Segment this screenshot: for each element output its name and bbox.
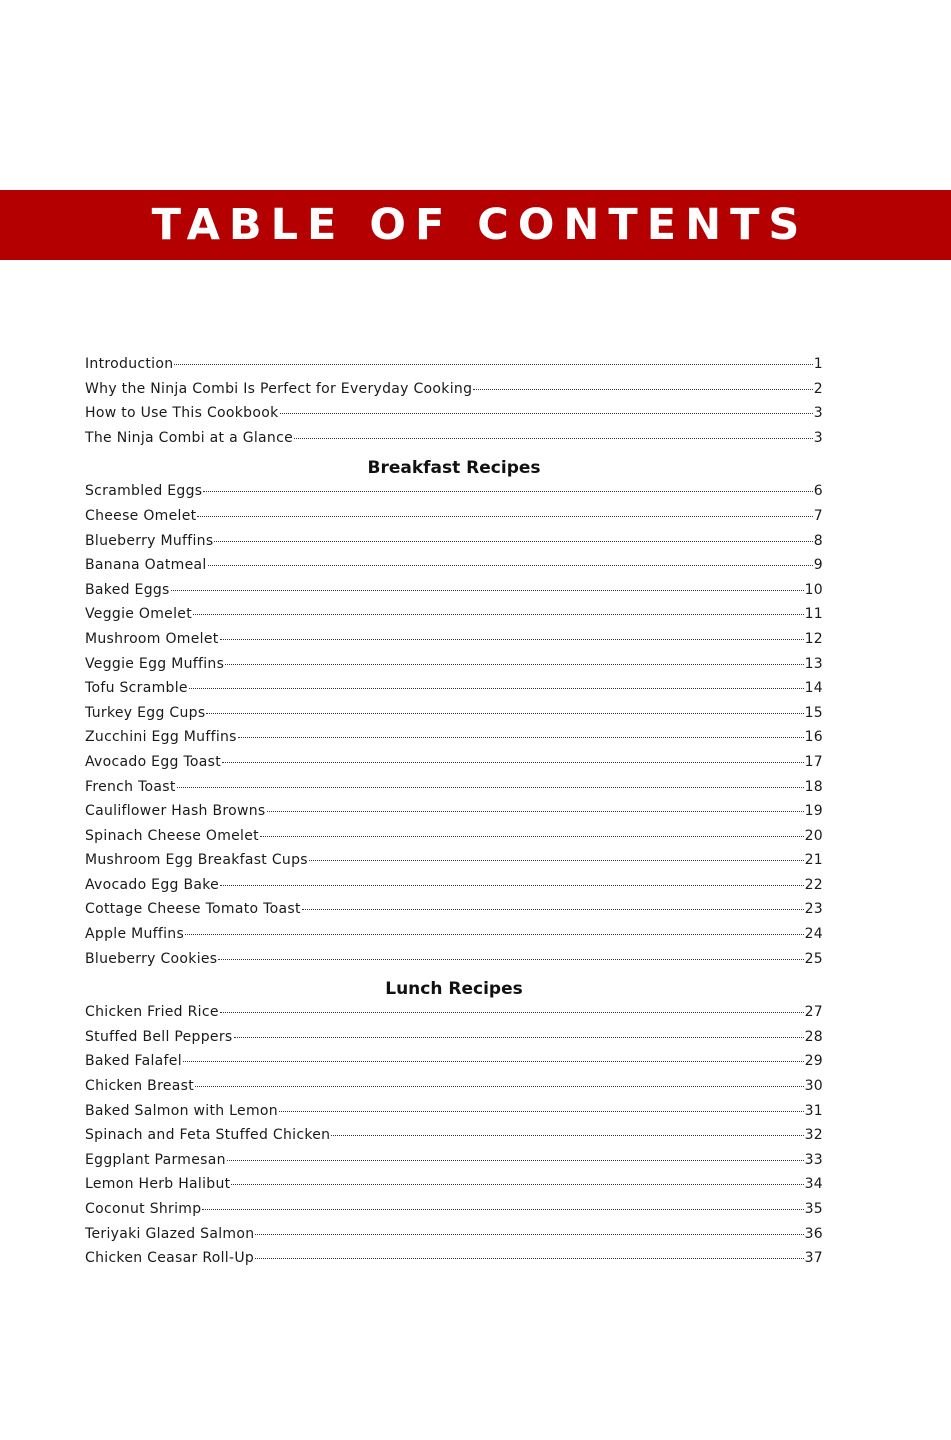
toc-entry-title: Banana Oatmeal [85, 557, 207, 574]
toc-entry-title: The Ninja Combi at a Glance [85, 429, 293, 446]
dot-leader [279, 1111, 804, 1112]
toc-entry-page-number: 27 [804, 1004, 823, 1021]
toc-entry-page-number: 14 [804, 680, 823, 697]
dot-leader [309, 860, 804, 861]
toc-entry-title: Avocado Egg Toast [85, 753, 222, 770]
toc-entry-page-number: 9 [813, 557, 823, 574]
toc-entry-cheese-omelet[interactable] [85, 508, 823, 533]
toc-entry-page-number: 23 [804, 901, 823, 918]
toc-entry-page-number: 37 [804, 1250, 823, 1267]
toc-entry-title: Spinach Cheese Omelet [85, 827, 259, 844]
toc-entry-teriyaki-glazed-salmon[interactable] [85, 1226, 823, 1251]
toc-entry-turkey-egg-cups[interactable] [85, 705, 823, 730]
toc-entry-title: Baked Salmon with Lemon [85, 1102, 278, 1119]
toc-entry-spinach-and-feta-stuffed-chicken[interactable] [85, 1127, 823, 1152]
toc-entry-page-number: 20 [804, 827, 823, 844]
toc-entry-title: Baked Falafel [85, 1053, 182, 1070]
toc-entry-baked-falafel[interactable] [85, 1053, 823, 1078]
dot-leader [220, 639, 804, 640]
toc-entry-page-number: 12 [804, 630, 823, 647]
toc-entry-lemon-herb-halibut[interactable] [85, 1176, 823, 1201]
toc-entry-cottage-cheese-tomato-toast[interactable] [85, 901, 823, 926]
toc-entry-title: Eggplant Parmesan [85, 1151, 226, 1168]
table-of-contents [85, 356, 823, 1275]
dot-leader [183, 1061, 804, 1062]
toc-entry-page-number: 32 [804, 1127, 823, 1144]
toc-entry-title: French Toast [85, 778, 176, 795]
toc-entry-page-number: 35 [804, 1201, 823, 1217]
toc-entry-page-number: 3 [813, 405, 823, 422]
toc-entry-title: Avocado Egg Bake [85, 876, 220, 893]
toc-entry-page-number: 25 [804, 950, 823, 967]
toc-entry-introduction[interactable] [85, 356, 823, 381]
dot-leader [227, 1160, 804, 1161]
toc-entry-the-ninja-combi-at-a-glance[interactable] [85, 430, 823, 455]
toc-entry-page-number: 18 [804, 778, 823, 795]
toc-entry-title: Chicken Breast [85, 1078, 195, 1095]
toc-entry-page-number: 28 [804, 1028, 823, 1045]
toc-entry-title: How to Use This Cookbook [85, 405, 279, 422]
dot-leader [473, 389, 813, 390]
dot-leader [222, 762, 804, 763]
toc-entry-page-number: 2 [813, 380, 823, 397]
toc-entry-avocado-egg-toast[interactable] [85, 754, 823, 779]
dot-leader [225, 664, 803, 665]
toc-entry-title: Spinach and Feta Stuffed Chicken [85, 1127, 331, 1144]
toc-entry-stuffed-bell-peppers[interactable] [85, 1029, 823, 1054]
toc-entry-page-number: 17 [804, 753, 823, 770]
toc-entry-title: Teriyaki Glazed Salmon [85, 1225, 255, 1242]
toc-entry-page-number: 33 [804, 1151, 823, 1168]
toc-entry-title: Scrambled Eggs [85, 483, 203, 500]
dot-leader [255, 1234, 803, 1235]
toc-entry-page-number: 30 [804, 1078, 823, 1095]
toc-entry-title: Cottage Cheese Tomato Toast [85, 901, 301, 918]
toc-entry-mushroom-omelet[interactable] [85, 631, 823, 656]
toc-entry-apple-muffins[interactable] [85, 926, 823, 951]
toc-entry-page-number: 16 [804, 729, 823, 746]
dot-leader [267, 811, 804, 812]
toc-entry-page-number: 7 [813, 507, 823, 524]
toc-entry-page-number: 3 [813, 429, 823, 446]
toc-entry-tofu-scramble[interactable] [85, 680, 823, 705]
toc-entry-chicken-breast[interactable] [85, 1078, 823, 1103]
toc-entry-page-number: 22 [804, 876, 823, 893]
toc-entry-scrambled-eggs[interactable] [85, 483, 823, 508]
dot-leader [185, 934, 804, 935]
toc-entry-page-number: 31 [804, 1102, 823, 1119]
toc-entry-page-number: 24 [804, 926, 823, 943]
dot-leader [208, 565, 813, 566]
toc-entry-title: Mushroom Omelet [85, 630, 219, 647]
dot-leader [234, 1037, 804, 1038]
dot-leader [260, 836, 804, 837]
toc-entry-title: Apple Muffins [85, 926, 185, 943]
toc-entry-page-number: 21 [804, 852, 823, 869]
toc-entry-title: Why the Ninja Combi Is Perfect for Everyday Cooking [85, 380, 473, 397]
dot-leader [202, 1209, 803, 1210]
toc-entry-blueberry-muffins[interactable] [85, 533, 823, 558]
toc-entry-french-toast[interactable] [85, 779, 823, 804]
toc-entry-page-number: 6 [813, 483, 823, 500]
dot-leader [220, 1012, 804, 1013]
toc-entry-page-number: 36 [804, 1225, 823, 1242]
toc-entry-avocado-egg-bake[interactable] [85, 877, 823, 902]
toc-entry-title: Stuffed Bell Peppers [85, 1028, 233, 1045]
toc-entry-title: Chicken Fried Rice [85, 1004, 219, 1021]
dot-leader [220, 885, 804, 886]
toc-entry-baked-eggs[interactable] [85, 582, 823, 607]
toc-entry-mushroom-egg-breakfast-cups[interactable] [85, 852, 823, 877]
toc-entry-title: Introduction [85, 356, 174, 372]
dot-leader [193, 614, 804, 615]
toc-entry-title: Chicken Ceasar Roll-Up [85, 1250, 255, 1267]
toc-entry-page-number: 19 [804, 803, 823, 820]
toc-entry-page-number: 11 [804, 606, 823, 623]
dot-leader [294, 438, 813, 439]
dot-leader [206, 713, 803, 714]
dot-leader [238, 737, 804, 738]
toc-entry-title: Cauliflower Hash Browns [85, 803, 266, 820]
toc-entry-page-number: 1 [813, 356, 823, 372]
toc-entry-page-number: 13 [804, 655, 823, 672]
section-heading-lunch-recipes: Lunch Recipes [385, 979, 523, 1000]
toc-entry-title: Zucchini Egg Muffins [85, 729, 237, 746]
toc-entry-title: Tofu Scramble [85, 680, 188, 697]
toc-entry-zucchini-egg-muffins[interactable] [85, 729, 823, 754]
toc-entry-title: Blueberry Muffins [85, 532, 214, 549]
dot-leader [171, 590, 804, 591]
toc-entry-title: Baked Eggs [85, 581, 170, 598]
dot-leader [189, 688, 804, 689]
toc-entry-why-the-ninja-combi-is-perfect-for-everyday-cooking[interactable] [85, 381, 823, 406]
toc-entry-banana-oatmeal[interactable] [85, 557, 823, 582]
toc-entry-blueberry-cookies[interactable] [85, 951, 823, 976]
toc-entry-eggplant-parmesan[interactable] [85, 1152, 823, 1177]
toc-entry-title: Turkey Egg Cups [85, 704, 206, 721]
toc-entry-chicken-ceasar-roll-up[interactable] [85, 1250, 823, 1275]
page-title: TABLE OF CONTENTS [151, 200, 809, 250]
dot-leader [197, 516, 812, 517]
toc-entry-chicken-fried-rice[interactable] [85, 1004, 823, 1029]
toc-entry-page-number: 10 [804, 581, 823, 598]
toc-entry-title: Blueberry Cookies [85, 950, 218, 967]
dot-leader [280, 413, 813, 414]
toc-entry-title: Lemon Herb Halibut [85, 1176, 231, 1193]
toc-entry-page-number: 34 [804, 1176, 823, 1193]
dot-leader [174, 364, 812, 365]
toc-entry-veggie-egg-muffins[interactable] [85, 656, 823, 681]
dot-leader [218, 959, 803, 960]
dot-leader [302, 909, 804, 910]
toc-entry-veggie-omelet[interactable] [85, 606, 823, 631]
toc-entry-title: Mushroom Egg Breakfast Cups [85, 852, 308, 869]
dot-leader [231, 1184, 803, 1185]
dot-leader [331, 1135, 803, 1136]
toc-entry-title: Coconut Shrimp [85, 1201, 202, 1217]
dot-leader [195, 1086, 804, 1087]
toc-entry-spinach-cheese-omelet[interactable] [85, 828, 823, 853]
title-banner [0, 190, 951, 260]
section-heading-breakfast-recipes: Breakfast Recipes [367, 458, 541, 479]
toc-entry-cauliflower-hash-browns[interactable] [85, 803, 823, 828]
dot-leader [203, 491, 812, 492]
toc-entry-title: Veggie Egg Muffins [85, 655, 225, 672]
toc-entry-page-number: 29 [804, 1053, 823, 1070]
toc-entry-baked-salmon-with-lemon[interactable] [85, 1103, 823, 1128]
toc-entry-page-number: 15 [804, 704, 823, 721]
toc-entry-how-to-use-this-cookbook[interactable] [85, 405, 823, 430]
toc-entry-page-number: 8 [813, 532, 823, 549]
dot-leader [177, 787, 804, 788]
dot-leader [214, 541, 812, 542]
toc-entry-title: Cheese Omelet [85, 507, 197, 524]
dot-leader [255, 1258, 804, 1259]
toc-entry-title: Veggie Omelet [85, 606, 192, 623]
toc-entry-coconut-shrimp[interactable] [85, 1201, 823, 1226]
